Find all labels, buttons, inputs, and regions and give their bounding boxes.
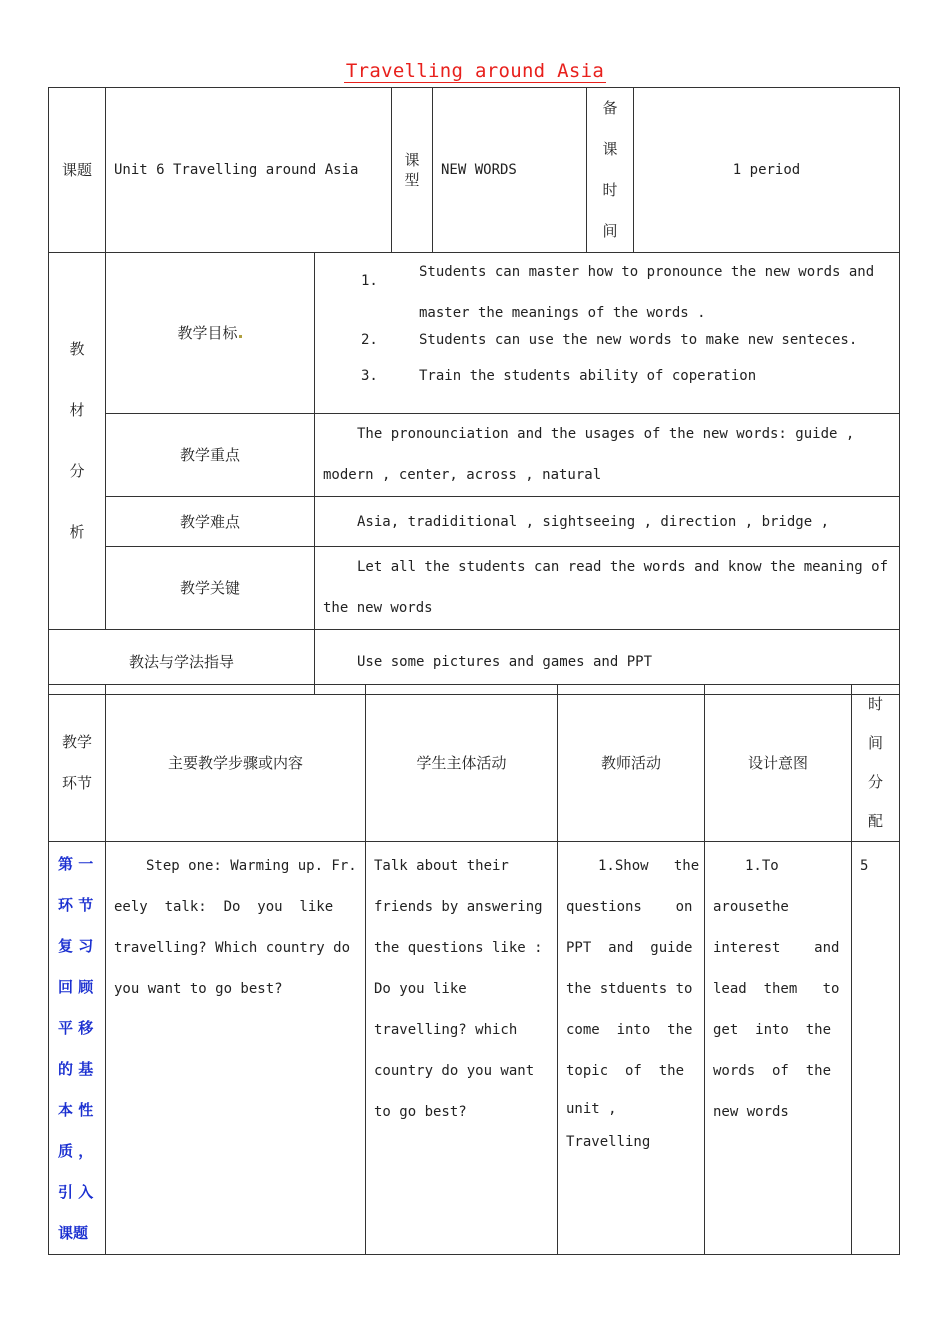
prep-time-value: 1 period	[634, 88, 900, 253]
document-title: Travelling around Asia	[345, 60, 605, 82]
topic-value: Unit 6 Travelling around Asia	[106, 88, 392, 253]
difficulties-label: 教学难点	[106, 497, 315, 547]
key-points-label: 教学重点	[106, 414, 315, 497]
lesson-plan-table	[48, 87, 900, 695]
key-label: 教学关键	[106, 547, 315, 630]
type-label: 课 型	[392, 88, 433, 253]
objectives-label: 教学目标	[106, 253, 315, 414]
student-activity-header: 学生主体活动	[366, 685, 558, 842]
teacher-activity-header: 教师活动	[558, 685, 705, 842]
objective-item: 3. Train the students ability of coperation	[361, 368, 757, 384]
key-text: Let all the students can read the words and know the meaning of the new words	[315, 547, 900, 630]
topic-label: 课题	[49, 88, 106, 253]
teaching-process-table	[48, 684, 900, 1255]
steps-cell: Step one: Warming up. Fr. eely talk: Do you like travelling? Which country do you want to go best?	[106, 842, 366, 1255]
design-intent-cell: 1.To arousethe interest and lead them to get into the words of the new words	[705, 842, 852, 1255]
key-points-text: The pronounciation and the usages of the new words: guide , modern , center, across , natural	[315, 414, 900, 497]
analysis-section-label: 教 材 分 析	[49, 253, 106, 630]
steps-header: 主要教学步骤或内容	[106, 685, 366, 842]
methods-label: 教法与学法指导	[49, 630, 315, 695]
objectives-list	[315, 253, 900, 414]
objective-item: 1. Students can master how to pronounce the new words and master the meanings of the words .	[361, 264, 875, 321]
design-intent-header: 设计意图	[705, 685, 852, 842]
time-allocation-header: 时 间 分 配	[852, 685, 900, 842]
stage-header: 教学 环节	[49, 685, 106, 842]
prep-time-label: 备 课 时 间	[587, 88, 634, 253]
stage-cell: 第 一 环 节 复 习 回 顾 平 移 的 基 本 性 质 ， 引 入 课题	[49, 842, 106, 1255]
difficulties-text: Asia, tradiditional , sightseeing , direction , bridge ,	[315, 497, 900, 547]
objective-item: 2. Students can use the new words to make new senteces.	[361, 332, 858, 348]
time-cell: 5	[852, 842, 900, 1255]
student-activity-cell: Talk about their friends by answering the questions like : Do you like travelling? which country do you want to go best?	[366, 842, 558, 1255]
teacher-activity-cell: 1.Show the questions on PPT and guide the stduents to come into the topic of the unit , Travelling	[558, 842, 705, 1255]
methods-value: Use some pictures and games and PPT	[315, 630, 900, 695]
type-value: NEW WORDS	[433, 88, 587, 253]
